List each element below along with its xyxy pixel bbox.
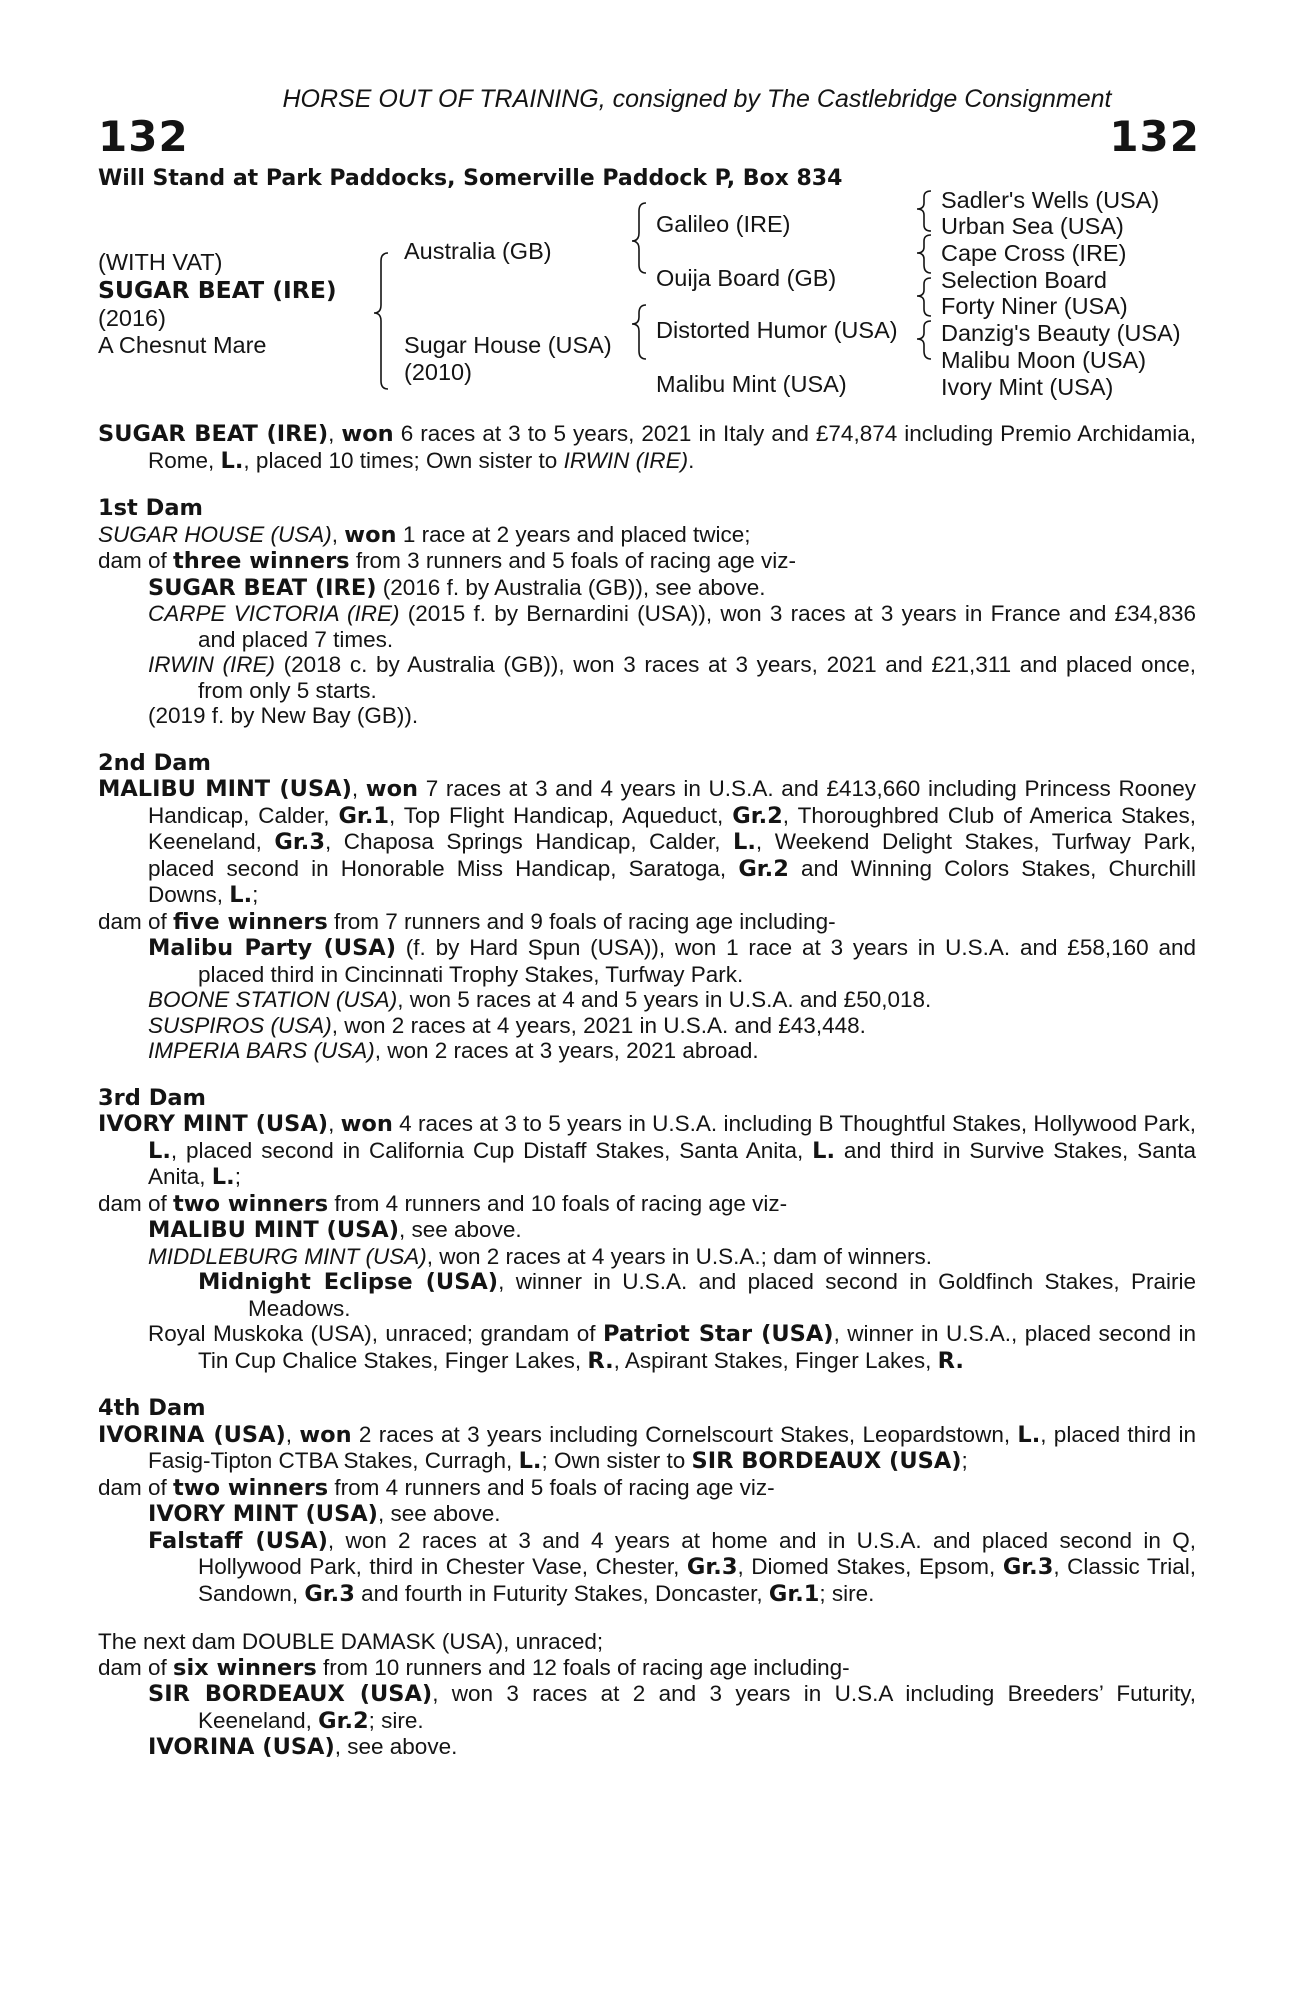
stand-location: Will Stand at Park Paddocks, Somerville Paddock P, Box 834 <box>98 166 843 191</box>
consignment-line: HORSE OUT OF TRAINING, consigned by The Castlebridge Consignment <box>282 85 1112 113</box>
produce-entry: Falstaff (USA), won 2 races at 3 and 4 years at home and in U.S.A. and placed second in Q, Hollywood Park, third in Chester Vase, Chester, Gr.3, Diomed Stakes, Epsom, Gr.3, Classic Trial, Sandown, Gr.3 and fourth in Futurity Stakes, Doncaster, Gr.1; sire. <box>148 1527 1197 1607</box>
fourth-dam-record: IVORINA (USA), won 2 races at 3 years including Cornelscourt Stakes, Leopardstown, L., placed third in Fasig-Tipton CTBA Stakes, Curragh, L.; Own sister to SIR BORDEAUX (USA); <box>98 1421 1196 1474</box>
produce-entry: CARPE VICTORIA (IRE) (2015 f. by Bernardini (USA)), won 3 races at 3 years in France and £34,836 and placed 7 times. <box>148 601 1196 652</box>
pedigree-sire-sire: Galileo (IRE) <box>656 211 791 237</box>
pedigree-dam-year: (2010) <box>404 359 472 385</box>
pedigree-dam-dam: Malibu Mint (USA) <box>656 371 847 397</box>
pedigree-year: (2016) <box>98 305 166 331</box>
lot-number-right: 132 <box>1109 112 1200 161</box>
pedigree-description: A Chesnut Mare <box>98 332 267 358</box>
lot-number-row <box>98 112 1200 164</box>
grand-produce-entry: Midnight Eclipse (USA), winner in U.S.A. and placed second in Goldfinch Stakes, Prairie Meadows. <box>198 1269 1196 1321</box>
produce-entry: IRWIN (IRE) (2018 c. by Australia (GB)), won 3 races at 3 years, 2021 and £21,311 and placed once, from only 5 starts. <box>148 652 1196 703</box>
next-dam-produce-summary: dam of six winners from 10 runners and 12 foals of racing age including- <box>98 1654 850 1681</box>
catalogue-page <box>98 84 1200 1761</box>
pedigree-dam-sire: Distorted Humor (USA) <box>656 317 898 343</box>
second-dam-produce-summary: dam of five winners from 7 runners and 9 foals of racing age including- <box>98 908 836 935</box>
pedigree-dss: Forty Niner (USA) <box>941 293 1128 319</box>
pedigree-sdd: Selection Board <box>941 267 1107 293</box>
third-dam-produce-summary: dam of two winners from 4 runners and 10 foals of racing age viz- <box>98 1190 788 1217</box>
produce-entry: Royal Muskoka (USA), unraced; grandam of Patriot Star (USA), winner in U.S.A., placed second in Tin Cup Chalice Stakes, Finger Lakes, R., Aspirant Stakes, Finger Lakes, R. <box>148 1321 1196 1374</box>
pedigree-vat: (WITH VAT) <box>98 249 223 275</box>
pedigree-horse-name: SUGAR BEAT (IRE) <box>98 276 337 304</box>
pedigree-sds: Cape Cross (IRE) <box>941 240 1127 266</box>
pedigree-dds: Malibu Moon (USA) <box>941 347 1147 373</box>
produce-entry: BOONE STATION (USA), won 5 races at 4 and 5 years in U.S.A. and £50,018. <box>148 987 932 1012</box>
second-dam-heading: 2nd Dam <box>98 749 211 776</box>
pedigree-table <box>98 187 1196 413</box>
pedigree-dsd: Danzig's Beauty (USA) <box>941 320 1181 346</box>
next-dam-record: The next dam DOUBLE DAMASK (USA), unraced; <box>98 1629 604 1654</box>
pedigree-ssd: Urban Sea (USA) <box>941 213 1124 239</box>
produce-entry: SUGAR BEAT (IRE) (2016 f. by Australia (GB)), see above. <box>148 574 766 601</box>
produce-entry: (2019 f. by New Bay (GB)). <box>148 703 419 728</box>
first-dam-produce-summary: dam of three winners from 3 runners and 5 foals of racing age viz- <box>98 548 797 574</box>
lot-number-left: 132 <box>98 112 189 161</box>
third-dam-record: IVORY MINT (USA), won 4 races at 3 to 5 years in U.S.A. including B Thoughtful Stakes, Hollywood Park, L., placed second in California Cup Distaff Stakes, Santa Anita, L. and third in Survive Stakes, Santa Anita, L.; <box>98 1111 1196 1190</box>
second-dam-record: MALIBU MINT (USA), won 7 races at 3 and 4 years in U.S.A. and £413,660 including Princess Rooney Handicap, Calder, Gr.1, Top Flight Handicap, Aqueduct, Gr.2, Thoroughbred Club of America Stakes, Keeneland, Gr.3, Chaposa Springs Handicap, Calder, L., Weekend Delight Stakes, Turfway Park, placed second in Honorable Miss Handicap, Saratoga, Gr.2 and Winning Colors Stakes, Churchill Downs, L.; <box>98 776 1197 908</box>
pedigree-dam: Sugar House (USA) <box>404 332 612 358</box>
first-dam-record: SUGAR HOUSE (USA), won 1 race at 2 years and placed twice; <box>98 521 751 548</box>
horse-summary: SUGAR BEAT (IRE), won 6 races at 3 to 5 years, 2021 in Italy and £74,874 including Premio Archidamia, Rome, L., placed 10 times; Own sister to IRWIN (IRE). <box>98 421 1197 474</box>
produce-entry: Malibu Party (USA) (f. by Hard Spun (USA)), won 1 race at 3 years in U.S.A. and £58,160 and placed third in Cincinnati Trophy Stakes, Turfway Park. <box>148 935 1196 987</box>
produce-entry: SIR BORDEAUX (USA), won 3 races at 2 and 3 years in U.S.A including Breeders’ Futurity, Keeneland, Gr.2; sire. <box>148 1681 1196 1734</box>
produce-entry: MIDDLEBURG MINT (USA), won 2 races at 4 years in U.S.A.; dam of winners. <box>148 1243 932 1269</box>
produce-entry: IVORY MINT (USA), see above. <box>148 1501 501 1527</box>
pedigree-sire-dam: Ouija Board (GB) <box>656 265 837 291</box>
fourth-dam-heading: 4th Dam <box>98 1395 206 1421</box>
produce-entry: SUSPIROS (USA), won 2 races at 4 years, 2021 in U.S.A. and £43,448. <box>148 1012 866 1038</box>
pedigree-ddd: Ivory Mint (USA) <box>941 374 1114 400</box>
third-dam-heading: 3rd Dam <box>98 1084 206 1111</box>
fourth-dam-produce-summary: dam of two winners from 4 runners and 5 foals of racing age viz- <box>98 1474 775 1501</box>
produce-entry: IVORINA (USA), see above. <box>148 1734 458 1760</box>
pedigree-sire: Australia (GB) <box>404 238 552 264</box>
first-dam-heading: 1st Dam <box>98 495 203 521</box>
produce-entry: MALIBU MINT (USA), see above. <box>148 1217 522 1243</box>
produce-entry: IMPERIA BARS (USA), won 2 races at 3 years, 2021 abroad. <box>148 1038 759 1063</box>
pedigree-sss: Sadler's Wells (USA) <box>941 187 1160 213</box>
